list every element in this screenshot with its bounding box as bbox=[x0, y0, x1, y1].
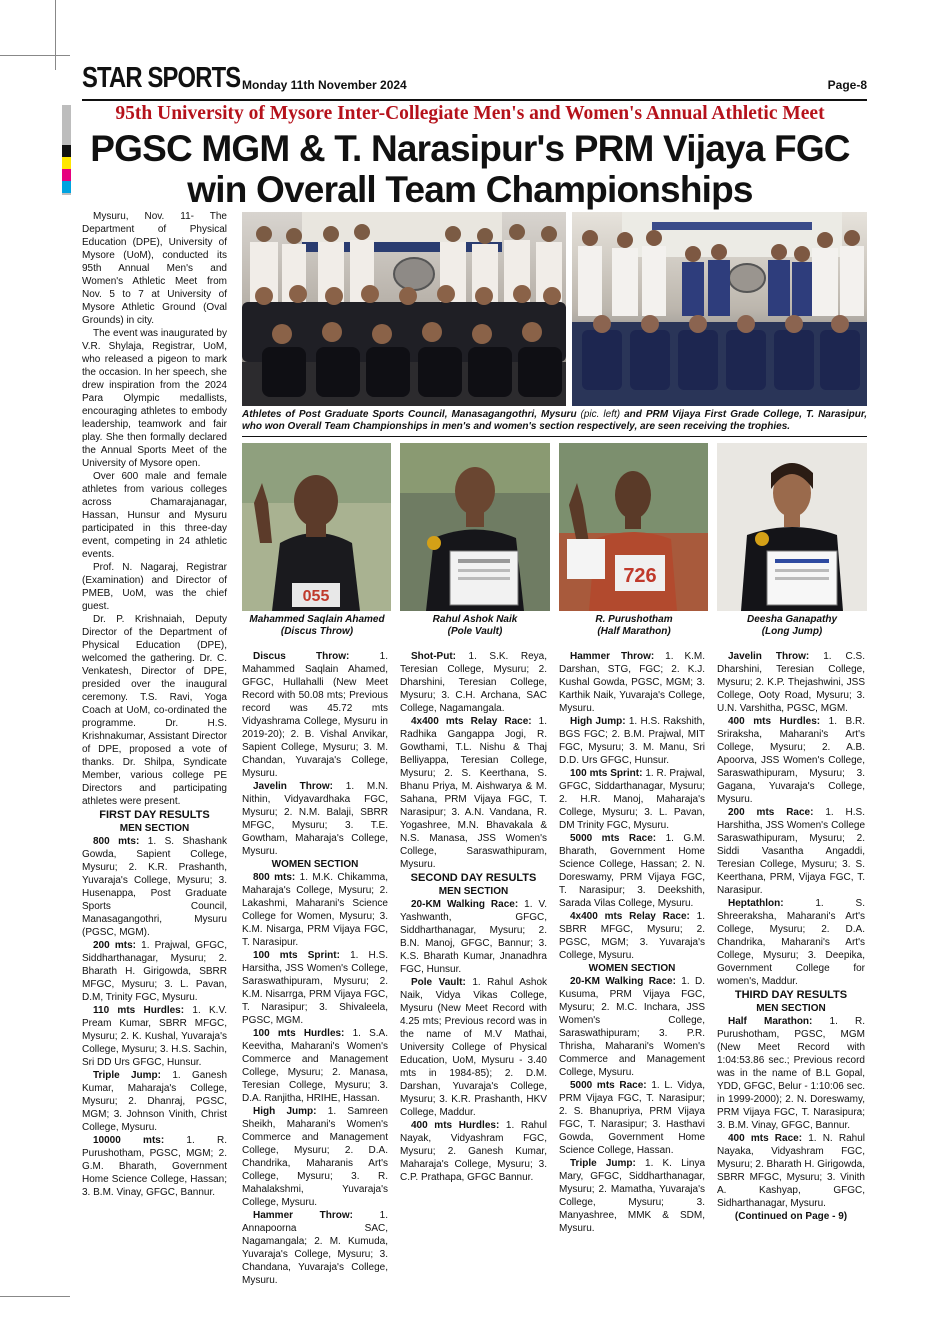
masthead bbox=[82, 60, 867, 98]
result-entry bbox=[559, 832, 705, 910]
result-entry bbox=[559, 1079, 705, 1157]
men-section-heading: MEN SECTION bbox=[438, 886, 509, 897]
portrait-photo-1 bbox=[242, 443, 391, 611]
portrait-caption-2 bbox=[400, 614, 550, 638]
result-text: 1. D. Kusuma, PRM Vijaya FGC, Mysuru; 2. M.C. Inchara, JSS Women's College, Saraswathipuram; 3. P.R. Thrisha, Maharani's Women's Commerce and Management College, Mysuru. bbox=[559, 976, 705, 1078]
intro-paragraph: Dr. P. Krishnaiah, Deputy Director of the Department of Physical Education (DPE), welcomed the gathering. Dr. C. Venkatesh, Director of DPE, presided over the inaugural ceremony. T.S. Ravi, Yoga Coach at UoM, co-ordinated the programme. Dr. H.S. Krishnakumar, Assistant Director of DPE, proposed a vote of thanks. Dr. Shilpa, Syndicate Member, various college PE Directors and participating athletes were present. bbox=[82, 614, 227, 807]
result-text: 1. B.R. Sriraksha, Maharani's Art's College, Mysuru; 2. A.B. Apoorva, JSS Women's College, Saraswathipuram, Mysuru; 3. Gagana, Yuvaraja's College, Mysuru. bbox=[717, 716, 865, 805]
women-section-heading: WOMEN SECTION bbox=[588, 963, 676, 974]
result-text: 1. Ganesh Kumar, Maharaja's College, Mysuru; 2. Dhanraj, PGSC, MGM; 3. Johnson Vinith, Christ College, Mysuru. bbox=[82, 1070, 228, 1133]
portrait-photo-2 bbox=[400, 443, 550, 611]
result-entry bbox=[559, 767, 705, 832]
result-entry bbox=[717, 806, 865, 897]
result-text: 1. V. Yashwanth, GFGC, Siddharthanagar, Mysuru; 2. B.N. Manoj, GFGC, Bannur; 3. K.S. Bharath Kumar, Jnanadhra FGC, Hunsur. bbox=[400, 899, 547, 975]
result-entry bbox=[242, 1027, 388, 1105]
portrait-caption-4 bbox=[717, 614, 867, 638]
result-text: 1. L. Vidya, PRM Vijaya FGC, T. Narasipur; 2. S. Bhanupriya, PRM Vijaya FGC, T. Narasipur; 3. Hasthavi Gowda, Government Home Science College, Hassan. bbox=[559, 1080, 705, 1156]
portrait-photo-3 bbox=[559, 443, 708, 611]
result-event: 800 mts: bbox=[93, 836, 140, 847]
result-text: 1. K. Linya Mary, GFGC, Siddharthanagar, Mysuru; 2. Mamatha, Yuvaraja's College, Mysuru; 3. Manyashree, MMK & SDM, Mysuru. bbox=[559, 1158, 706, 1234]
result-text: 1. M.K. Chikamma, Maharaja's College, Mysuru; 2. Lakashmi, Maharani's Science College for Women, Mysuru; 3. K.M. Nisarga, PRM Vijaya FGC, T. Narasipur. bbox=[242, 872, 388, 948]
group-photo-pgsc-image bbox=[242, 212, 566, 406]
result-entry bbox=[559, 715, 705, 767]
portrait-event: (Long Jump) bbox=[761, 626, 823, 637]
portrait-name: Deesha Ganapathy bbox=[746, 614, 838, 625]
result-text: 1. S.A. Keevitha, Maharani's Women's Commerce and Management College, Mysuru; 2. Manasa, Teresian College, Mysuru; 3. D.A. Ranjitha, HRIHE, Hassan. bbox=[242, 1028, 388, 1104]
group-photo-pgsc bbox=[242, 212, 566, 406]
result-event: 20-KM Walking Race: bbox=[411, 899, 519, 910]
result-entry bbox=[82, 939, 227, 1004]
result-event: Hammer Throw: bbox=[253, 1210, 353, 1221]
portrait-event: (Pole Vault) bbox=[447, 626, 503, 637]
result-event: 4x400 mts Relay Race: bbox=[570, 911, 690, 922]
portrait-name: Rahul Ashok Naik bbox=[432, 614, 518, 625]
portrait-name: R. Purushotham bbox=[595, 614, 673, 625]
portrait-event: (Half Marathon) bbox=[597, 626, 671, 637]
result-event: 20-KM Walking Race: bbox=[570, 976, 676, 987]
result-event: 100 mts Sprint: bbox=[253, 950, 340, 961]
result-entry bbox=[82, 1004, 227, 1069]
result-text: 1. S.K. Reya, Teresian College, Mysuru; 2. Dharshini, Teresian College, Mysuru; 3. C.H. Archana, SAC College, Nagamangala. bbox=[400, 651, 547, 714]
result-text: 1. Rahul Ashok Naik, Vidya Vikas College, Mysuru (New Meet Record with 4.25 mts; Previous record was in the name of M.V Mathai, University College of Physical Education, UoM, Mysuru - 3.40 mts in 1984-85); 2. D.M. Darshan, Yuvaraja's College, Mysuru; 3. K.R. Prashanth, HKV College, Maddur. bbox=[400, 977, 548, 1118]
continued-note: (Continued on Page - 9) bbox=[734, 1211, 848, 1222]
result-text: 1. Radhika Gangappa Jogi, R. Gowthami, T.L. Nishu & Thaj Belliyappa, Teresian College, Mysuru; 2. S. Keerthana, S. Bhanu Priya, M. Aishwarya & M. Sahana, PRM Vijaya FGC, T. Narasipur; 3. A.N. Vandana, R. Yogashree, M.N. Bhavakala & N.S. Manasa, JSS Women's College, Saraswathipuram, Mysuru. bbox=[400, 716, 547, 870]
result-entry bbox=[242, 1209, 388, 1287]
third-day-heading: THIRD DAY RESULTS bbox=[734, 989, 848, 1001]
result-event: 100 mts Sprint: bbox=[570, 768, 643, 779]
issue-date: Monday 11th November 2024 bbox=[242, 78, 407, 92]
portrait-caption-1 bbox=[242, 614, 392, 638]
result-event: Triple Jump: bbox=[570, 1158, 636, 1169]
result-text: 1. SBRR MFGC, Mysuru; 2. PGSC, MGM; 3. Yuvaraja's College, Mysuru. bbox=[559, 911, 705, 961]
result-event: Triple Jump: bbox=[93, 1070, 161, 1081]
result-event: 10000 mts: bbox=[93, 1135, 165, 1146]
column-2 bbox=[242, 650, 388, 1287]
column-1 bbox=[82, 210, 227, 1199]
caption-part-2: and PRM Vijaya First Grade College, T. Narasipur, who won Overall Team Championships in men's and women's section respectively, are seen receiving the trophies. bbox=[242, 409, 867, 432]
result-entry bbox=[400, 976, 547, 1119]
result-event: Javelin Throw: bbox=[253, 781, 334, 792]
result-text: 1. Prajwal, GFGC, Siddharthanagar, Mysuru; 2. Bharath H. Girigowda, SBRR MFGC, Mysuru; 3. L. Pavan, D.M, Trinity FGC, Mysuru. bbox=[82, 940, 228, 1003]
intro-paragraph: Mysuru, Nov. 11- The Department of Physical Education (DPE), University of Mysore (UoM), conducted its 95th Annual Men's and Women's Athletic Meet from Nov. 5 to 7 at University of Mysore Athletic Ground (Oval Grounds) in city. bbox=[82, 211, 227, 326]
headline-line-1: PGSC MGM & T. Narasipur's PRM Vijaya FGC bbox=[90, 128, 850, 169]
column-3 bbox=[400, 650, 547, 1184]
result-event: 5000 mts Race: bbox=[570, 833, 657, 844]
result-text: 1. S. Shreeraksha, Maharani's Art's College, Mysuru; 2. D.A. Chandrika, Maharani's Art's College, Mysuru; 3. Deepika, Government College for women's, Maddur. bbox=[717, 898, 865, 987]
result-event: 100 mts Hurdles: bbox=[253, 1028, 345, 1039]
result-event: Discus Throw: bbox=[253, 651, 350, 662]
result-entry bbox=[559, 650, 705, 715]
result-event: 800 mts: bbox=[253, 872, 296, 883]
result-entry bbox=[242, 949, 388, 1027]
portrait-2-image bbox=[400, 443, 550, 611]
result-entry bbox=[717, 715, 865, 806]
result-text: 1. R. Purushotham, PGSC, MGM (New Meet Record with 1:04:53.86 sec.; Previous record was in the name of B.L Gopal, YDD, GFGC, Belur - 1:10:06 sec. in 1999-2000); 2. N. Doreswamy, PRM Vijaya FGC, T. Narasipura; 3. B.M. Vinay, GFGC, Bannur. bbox=[717, 1016, 866, 1131]
result-entry bbox=[242, 871, 388, 949]
bib-number-3: 726 bbox=[623, 565, 657, 587]
results-d1-men-a bbox=[82, 835, 227, 1199]
group-photo-prm-vijaya bbox=[572, 212, 867, 406]
masthead-rule bbox=[82, 99, 867, 101]
intro-paragraph: Over 600 male and female athletes from various colleges across Chamarajanagar, Hassan, Hunsur and Mysuru participated in this three-day event, competing in 24 athletic events. bbox=[82, 471, 227, 560]
kicker: 95th University of Mysore Inter-Collegiate Men's and Women's Annual Athletic Meet bbox=[115, 103, 825, 124]
result-text: 1. S. Shashank Gowda, Sapient College, Mysuru; 2. K.R. Prashanth, Yuvaraja's College, Mysuru; 3. Husenappa, Post Graduate Sports Council, Manasagangothri, Mysuru (PGSC, MGM). bbox=[82, 836, 227, 938]
result-text: 1. H.S. Harshitha, JSS Women's College Saraswathipuram, Mysuru; 2. Siddi Vasantha Angaddi, Teresian College, Mysuru; 3. S. Keerthana, PRM, Vijaya FGC, T. Narasipur. bbox=[717, 807, 865, 896]
result-entry bbox=[717, 897, 865, 988]
page-number: Page-8 bbox=[827, 78, 867, 92]
portrait-1-image bbox=[242, 443, 391, 611]
result-entry bbox=[400, 715, 547, 871]
brand-title: STAR SPORTS bbox=[82, 62, 241, 94]
result-entry bbox=[400, 898, 547, 976]
result-text: 1. H.S. Rakshith, BGS FGC; 2. B.M. Prajwal, MIT FGC, Mysuru; 3. M. Manu, Sri D.D. Urs GFGC, Hunsur. bbox=[559, 716, 705, 766]
first-day-heading: FIRST DAY RESULTS bbox=[99, 809, 210, 821]
crop-mark bbox=[55, 0, 56, 70]
result-text: 1. R. Prajwal, GFGC, Siddarthanagar, Mysuru; 2. H.R. Manoj, Maharaja's College, Mysuru; 3. L. Pavan, DM Trinity FGC, Mysuru. bbox=[559, 768, 705, 831]
result-text: 1. Mahammed Saqlain Ahamed, GFGC, Hullahalli (New Meet Record with 50.08 mts; Previous record was 45.72 mts Vidyashrama College, Mysuru in 2019-20); 2. B. Vishal Anvikar, Sapient College, Mysuru; 3. M. Chandan, Yuvaraja's College, Mysuru. bbox=[242, 651, 388, 779]
result-event: Half Marathon: bbox=[728, 1016, 813, 1027]
result-text: 1. G.M. Bharath, Government Home Science College, Hassan; 2. N. Doreswamy, PRM Vijaya FGC, T. Narasipur; 3. Deekshith, Sarada Vilas College, Mysuru. bbox=[559, 833, 706, 909]
result-event: 400 mts Race: bbox=[728, 1133, 803, 1144]
result-text: 1. Annapoorna SAC, Nagamangala; 2. M. Kumuda, Yuvaraja's College, Mysuru; 3. Chandana, Yuvaraja's College, Mysuru. bbox=[242, 1210, 388, 1286]
result-text: 1. N. Rahul Nayaka, Vidyashram FGC, Mysuru; 2. Bharath H. Girigowda, SBRR MFGC, Mysuru; 3. Vinith A. Kashyap, GFGC, Sidharthanagar, Mysuru. bbox=[717, 1133, 865, 1209]
intro-paragraph: The event was inaugurated by V.R. Shylaja, Registrar, UoM, who released a pigeon to mark the occasion. In her speech, she drew inspiration from the 2024 Para Olympic medallists, encouraging athletes to embody leadership, teamwork and fair play. She then formally declared the Annual Sports Meet of the University of Mysore open. bbox=[82, 328, 227, 469]
result-text: 1. R. Purushotham, PGSC, MGM; 2. G.M. Bharath, Government Home Science College, Hassan; 3. B.M. Vinay, GFGC, Bannur. bbox=[82, 1135, 227, 1198]
men-section-heading: MEN SECTION bbox=[119, 823, 190, 834]
result-event: Shot-Put: bbox=[411, 651, 456, 662]
result-event: High Jump: bbox=[570, 716, 626, 727]
column-5 bbox=[717, 650, 865, 1223]
caption-pic-note: (pic. left) bbox=[576, 409, 625, 420]
headline bbox=[70, 128, 870, 210]
result-entry bbox=[242, 1105, 388, 1209]
result-entry bbox=[242, 780, 388, 858]
result-event: Pole Vault: bbox=[411, 977, 466, 988]
crop-mark bbox=[0, 55, 70, 56]
result-entry bbox=[400, 650, 547, 715]
result-entry bbox=[82, 835, 227, 939]
portrait-photo-4 bbox=[717, 443, 867, 611]
headline-line-2: win Overall Team Championships bbox=[187, 169, 753, 210]
intro-paragraph: Prof. N. Nagaraj, Registrar (Examination) and Director of PMEB, UoM, was the chief guest. bbox=[82, 562, 227, 612]
men-section-heading: MEN SECTION bbox=[756, 1003, 826, 1014]
result-event: High Jump: bbox=[253, 1106, 317, 1117]
result-event: 200 mts Race: bbox=[728, 807, 814, 818]
portrait-name: Mahammed Saqlain Ahamed bbox=[249, 614, 385, 625]
result-entry bbox=[559, 975, 705, 1079]
result-text: 1. Samreen Sheikh, Maharani's Women's Commerce and Management College, Mysuru; 2. D.A. Chandrika, Maharanis Art's College, Mysuru; 3. R. Mahalakshmi, Yuvaraja's College, Mysuru. bbox=[242, 1106, 388, 1208]
result-event: 5000 mts Race: bbox=[570, 1080, 647, 1091]
result-entry bbox=[559, 910, 705, 962]
result-entry bbox=[559, 1157, 705, 1235]
caption-rule bbox=[242, 436, 867, 437]
result-event: 110 mts Hurdles: bbox=[93, 1005, 185, 1016]
result-text: 1. K.M. Darshan, STG, FGC; 2. K.J. Kushal Gowda, PGSC, MGM; 3. Karthik Naik, Yuvaraja's College, Mysuru. bbox=[559, 651, 705, 714]
portrait-event: (Discus Throw) bbox=[280, 626, 354, 637]
second-day-heading: SECOND DAY RESULTS bbox=[410, 872, 537, 884]
result-text: 1. Rahul Nayak, Vidyashram FGC, Mysuru; 2. Ganesh Kumar, Maharaja's College, Mysuru; 3. C.P. Prathapa, GFGC Bannur. bbox=[400, 1120, 547, 1183]
result-text: 1. C.S. Dharshini, Teresian College, Mysuru; 2. K.P. Thejashwini, JSS College, Ooty Road, Mysuru; 3. U.N. Varshitha, PGSC, MGM. bbox=[717, 651, 865, 714]
result-entry bbox=[400, 1119, 547, 1184]
column-4 bbox=[559, 650, 705, 1235]
result-text: 1. H.S. Harsitha, JSS Women's College, Saraswathipuram, Mysuru; 2. K.M. Nisarrga, PRM Vijaya FGC, T. Narasipur; 3. Shivaleela, PGSC, MGM. bbox=[242, 950, 388, 1026]
women-section-heading: WOMEN SECTION bbox=[271, 859, 359, 870]
result-entry bbox=[717, 650, 865, 715]
result-event: 200 mts: bbox=[93, 940, 136, 951]
result-text: 1. M.N. Nithin, Vidyavardhaka FGC, Mysuru; 2. N.M. Balaji, SBRR MFGC, Mysuru; 3. T.E. Gowtham, Maharaja's College, Mysuru. bbox=[242, 781, 388, 857]
result-event: Javelin Throw: bbox=[728, 651, 810, 662]
portrait-4-image bbox=[717, 443, 867, 611]
result-text: 1. K.V. Pream Kumar, SBRR MFGC, Mysuru; 2. K. Kushal, Yuvaraja's College, Mysuru; 3. H.S. Sachin, Sri DD Urs GFGC, Hunsur. bbox=[82, 1005, 227, 1068]
result-event: Hammer Throw: bbox=[570, 651, 655, 662]
result-entry bbox=[717, 1132, 865, 1210]
result-event: 400 mts Hurdles: bbox=[411, 1120, 500, 1131]
crop-mark bbox=[0, 1296, 70, 1297]
group-photo-prm-vijaya-image bbox=[572, 212, 867, 406]
portrait-caption-3 bbox=[559, 614, 709, 638]
group-photo-caption bbox=[242, 409, 867, 433]
result-event: 400 mts Hurdles: bbox=[728, 716, 821, 727]
result-event: 4x400 mts Relay Race: bbox=[411, 716, 532, 727]
result-entry bbox=[717, 1015, 865, 1132]
result-entry bbox=[82, 1069, 227, 1134]
result-entry bbox=[242, 650, 388, 780]
bib-number-1: 055 bbox=[302, 588, 330, 605]
result-event: Heptathlon: bbox=[728, 898, 784, 909]
caption-part-1: Athletes of Post Graduate Sports Council, Manasagangothri, Mysuru bbox=[242, 409, 577, 420]
result-entry bbox=[82, 1134, 227, 1199]
portrait-3-image bbox=[559, 443, 708, 611]
